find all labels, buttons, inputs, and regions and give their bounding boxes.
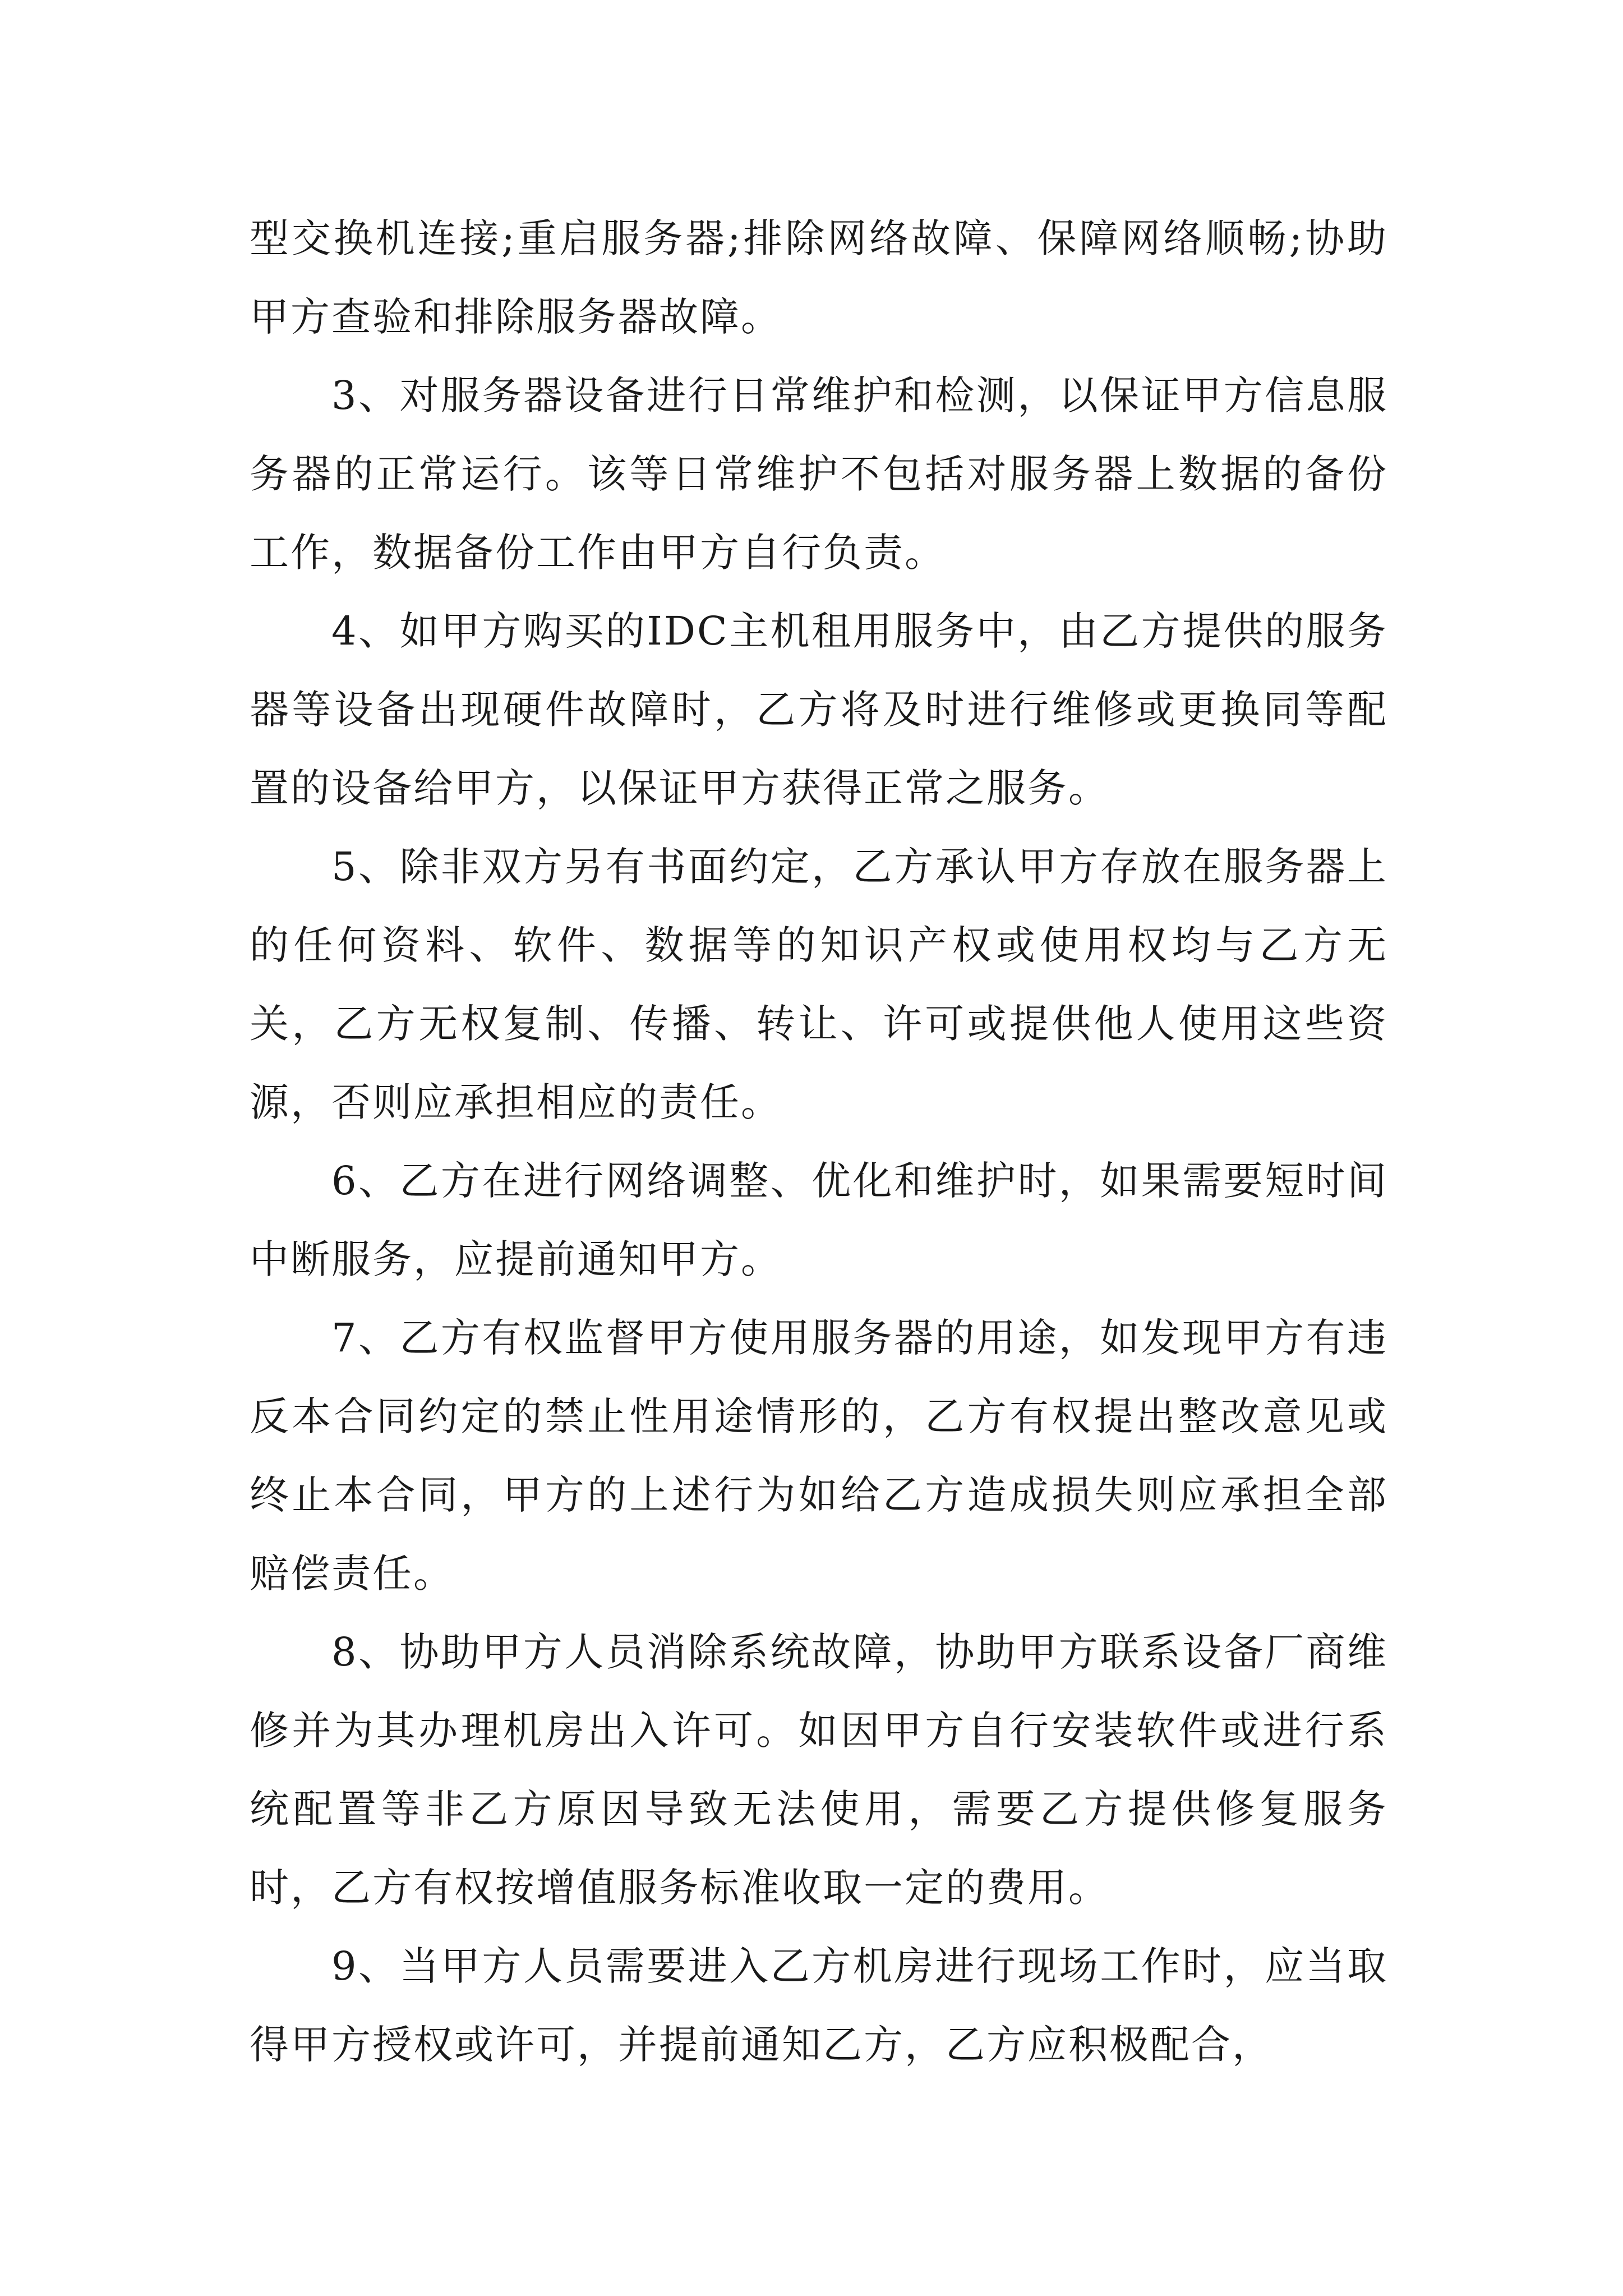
paragraph-clause-4: 4、如甲方购买的IDC主机租用服务中，由乙方提供的服务器等设备出现硬件故障时，乙方将及时进行维修或更换同等配置的设备给甲方，以保证甲方获得正常之服务。 <box>250 608 1388 811</box>
paragraph-clause-7: 7、乙方有权监督甲方使用服务器的用途，如发现甲方有违反本合同约定的禁止性用途情形的，乙方有权提出整改意见或终止本合同，甲方的上述行为如给乙方造成损失则应承担全部赔偿责任。 <box>250 1315 1388 1596</box>
contract-body <box>250 199 1388 2084</box>
paragraph-clause-9: 9、当甲方人员需要进入乙方机房进行现场工作时，应当取得甲方授权或许可，并提前通知乙方，乙方应积极配合， <box>250 1943 1388 2068</box>
paragraph-clause-8: 8、协助甲方人员消除系统故障，协助甲方联系设备厂商维修并为其办理机房出入许可。如因甲方自行安装软件或进行系统配置等非乙方原因导致无法使用，需要乙方提供修复服务时，乙方有权按增值服务标准收取一定的费用。 <box>250 1629 1388 1911</box>
paragraph-clause-3: 3、对服务器设备进行日常维护和检测，以保证甲方信息服务器的正常运行。该等日常维护不包括对服务器上数据的备份工作，数据备份工作由甲方自行负责。 <box>250 372 1388 576</box>
paragraph-continuation: 型交换机连接;重启服务器;排除网络故障、保障网络顺畅;协助甲方查验和排除服务器故障。 <box>250 215 1388 340</box>
paragraph-clause-6: 6、乙方在进行网络调整、优化和维护时，如果需要短时间中断服务，应提前通知甲方。 <box>250 1158 1388 1282</box>
paragraph-clause-5: 5、除非双方另有书面约定，乙方承认甲方存放在服务器上的任何资料、软件、数据等的知识产权或使用权均与乙方无关，乙方无权复制、传播、转让、许可或提供他人使用这些资源，否则应承担相应的责任。 <box>250 844 1388 1125</box>
